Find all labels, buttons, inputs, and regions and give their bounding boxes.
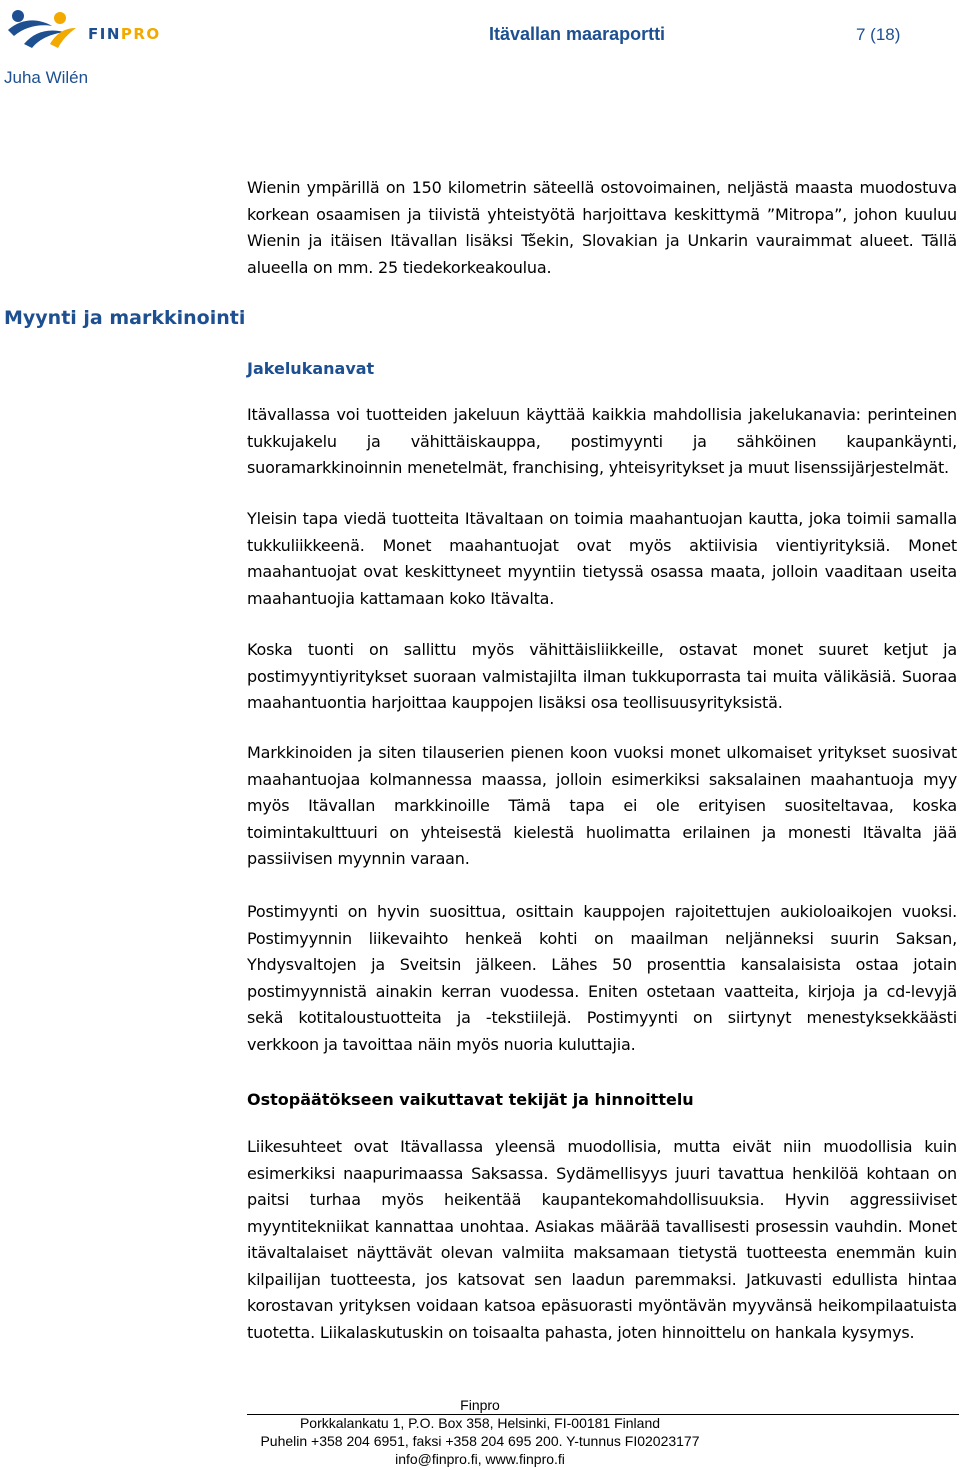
paragraph-5: Postimyynti on hyvin suosittua, osittain kauppojen rajoitettujen aukioloaikojen vuoksi. Postimyynnin liikevaihto henkeä kohti on maailman neljänneksi suurin Saksan, Yhdysvaltojen ja Sveitsin jälkeen. Lähes 50 prosenttia kansalaisista ostaa jotain postimyynnistä ainakin kerran vuodessa. Eniten ostetaan vaatteita, kirjoja ja cd-levyjä sekä kotitaloustuotteita ja -tekstiilejä. Postimyynti on siirtynyt menestyksekkäästi verkkoon ja tavoittaa näin myös nuoria kuluttajia. bbox=[247, 902, 957, 1054]
page-number: 7 (18) bbox=[856, 25, 901, 44]
footer-address: Porkkalankatu 1, P.O. Box 358, Helsinki, FI-00181 Finland bbox=[299, 1415, 661, 1431]
logo-wordmark bbox=[88, 25, 161, 43]
paragraph-6: Liikesuhteet ovat Itävallassa yleensä muodollisia, mutta eivät niin muodollisia kuin esimerkiksi naapurimaassa Saksassa. Sydämellisyys juuri tavattua henkilöä kohtaan on paitsi turhaa myös heikentää kaupantekomahdollisuuksia. Hyvin aggressiiviset myyntitekniikat kannattaa unohtaa. Asiakas määrää tavallisesti prosessin vauhdin. Monet itävaltalaiset näyttävät olevan valmiita maksamaan tietystä tuotteesta enemmän kuin kilpailijan tuotteesta, jos katsovat sen laadun paremmaksi. Jatkuvasti edullista hintaa korostavan yrityksen voidaan katsoa epäsuorasti myöntävän myyvänsä heikompilaatuista tuotetta. Liikalaskutuskin on toisaalta pahasta, joten hinnoittelu on hankala kysymys. bbox=[247, 1137, 957, 1342]
footer bbox=[220, 1396, 740, 1468]
intro-paragraph: Wienin ympärillä on 150 kilometrin säteellä ostovoimainen, neljästä maasta muodostuva korkean osaamisen ja tiivistä yhteistyötä harjoittava keskittymä ”Mitropa”, johon kuuluu Wienin ja itäisen Itävallan lisäksi Tšekin, Slovakian ja Unkarin vauraimmat alueet. Tällä alueella on mm. 25 tiedekorkeakoulua. bbox=[247, 178, 957, 277]
paragraph-4: Markkinoiden ja siten tilauserien pienen koon vuoksi monet ulkomaiset yritykset suosivat maahantuojaa kolmannessa maassa, jolloin esimerkiksi saksalainen maahantuoja myy myös Itävallan markkinoille Tämä tapa ei ole erityisen suositeltavaa, koska toimintakulttuuri on yhteisestä kielestä huolimatta erilainen ja monesti Itävalta jää passiivisen myynnin varaan. bbox=[247, 743, 957, 868]
paragraph-1: Itävallassa voi tuotteiden jakeluun käyttää kaikkia mahdollisia jakelukanavia: perinteinen tukkujakelu ja vähittäiskauppa, postimyynti ja sähköinen kaupankäynti, suoramarkkinoinnin menetelmät, franchising, yhteisyritykset ja muut lisenssijärjestelmät. bbox=[247, 405, 957, 477]
logo-wordmark-pro: PRO bbox=[120, 25, 161, 43]
author-name: Juha Wilén bbox=[4, 68, 89, 87]
logo-wordmark-fin: FIN bbox=[88, 25, 121, 43]
finpro-logo bbox=[4, 4, 174, 50]
paragraph-2: Yleisin tapa viedä tuotteita Itävaltaan on toimia maahantuojan kautta, joka toimii samalla tukkuliikkeenä. Monet maahantuojat ovat myös aktiivisia vientiyrityksiä. Monet maahantuojat ovat keskittyneet myyntiin tietyssä osassa maata, jolloin vaaditaan useita maahantuojia kattamaan koko Itävalta. bbox=[247, 509, 957, 608]
paragraph-3: Koska tuonti on sallittu myös vähittäisliikkeille, ostavat monet suuret ketjut ja postimyyntiyritykset suoraan valmistajilta ilman tukkuporrasta tai muita välikäsiä. Suoraa maahantuontia harjoittaa kauppojen lisäksi osa teollisuusyrityksistä. bbox=[247, 640, 957, 712]
subheading-distribution-channels: Jakelukanavat bbox=[247, 359, 375, 378]
document-title: Itävallan maaraportti bbox=[489, 24, 666, 44]
subheading-purchase-factors: Ostopäätökseen vaikuttavat tekijät ja hinnoittelu bbox=[247, 1090, 694, 1109]
footer-phone: Puhelin +358 204 6951, faksi +358 204 695 200. Y-tunnus FI02023177 bbox=[260, 1433, 700, 1449]
footer-org: Finpro bbox=[460, 1397, 500, 1413]
footer-web: info@finpro.fi, www.finpro.fi bbox=[395, 1451, 565, 1467]
section-heading: Myynti ja markkinointi bbox=[4, 307, 246, 329]
finpro-logo-mark bbox=[4, 4, 88, 50]
